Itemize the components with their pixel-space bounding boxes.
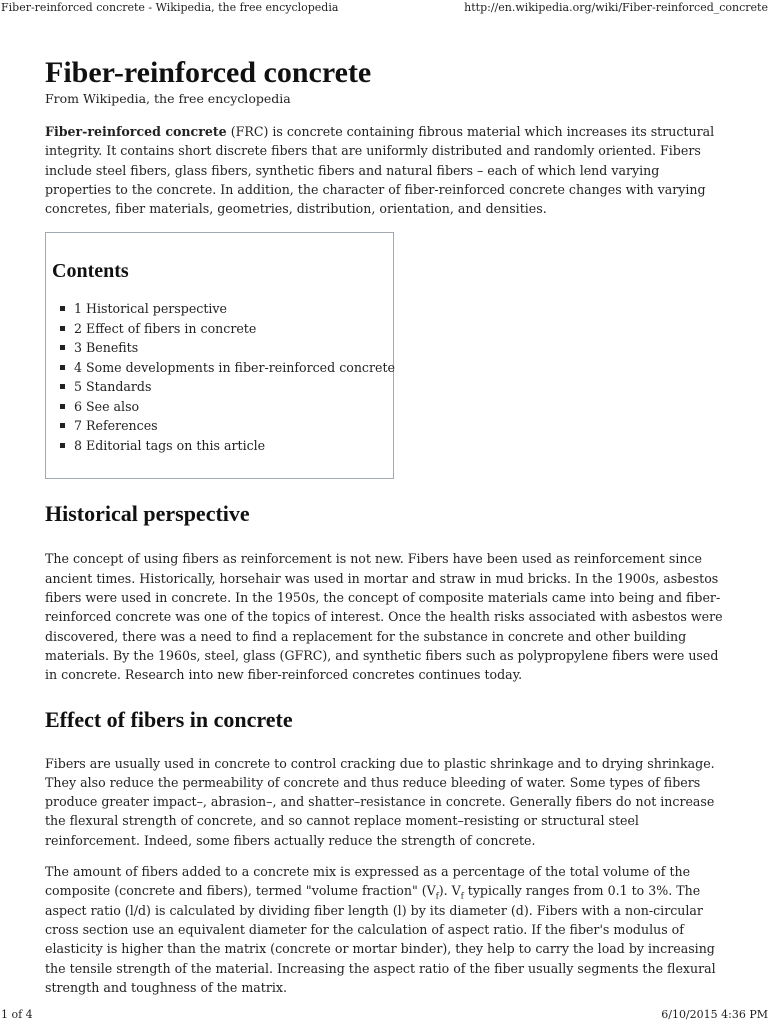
print-header-title: Fiber-reinforced concrete - Wikipedia, the free encyclopedia: [1, 1, 339, 14]
toc-item-references[interactable]: [74, 416, 393, 436]
toc-list: [52, 299, 393, 455]
effect-paragraph-1: Fibers are usually used in concrete to control cracking due to plastic shrinkage and to drying shrinkage. They also reduce the permeability of concrete and thus reduce bleeding of water. Some types of fibers produce greater impact–, abrasion–, and shatter–resistance in concrete. Generally fibers do not increase the flexural strength of concrete, and so cannot replace moment–resisting or structural steel reinforcement. Indeed, some fibers actually reduce the strength of concrete.: [45, 755, 715, 848]
print-datetime: 6/10/2015 4:36 PM: [661, 1008, 768, 1021]
toc-item-label[interactable]: 2 Effect of fibers in concrete: [74, 320, 257, 336]
section-heading-historical: Historical perspective: [45, 501, 250, 527]
intro-text: (FRC) is concrete containing fibrous material which increases its structural integrity. It contains short discrete fibers that are uniformly distributed and randomly oriented. Fibers include steel fibers, glass fibers, synthetic fibers and natural fibers – each of which lend varying properties to the concrete. In addition, the character of fiber-reinforced concrete changes with varying concretes, fiber materials, geometries, distribution, orientation, and densities.: [45, 124, 715, 217]
toc-item-label[interactable]: 1 Historical perspective: [74, 301, 227, 317]
toc-item-label[interactable]: 6 See also: [74, 398, 140, 414]
effect-p2-text-2: ). V: [438, 883, 461, 899]
intro-paragraph: [45, 122, 728, 218]
effect-p2-text-1: The amount of fibers added to a concrete mix is expressed as a percentage of the total volume of the composite (concrete and fibers), termed "volume fraction" (V: [45, 864, 691, 899]
bullet-icon: [60, 326, 65, 331]
article-content: [45, 56, 728, 997]
toc-item-label[interactable]: 5 Standards: [74, 379, 152, 395]
intro-bold-term: Fiber-reinforced concrete: [45, 124, 227, 139]
toc-item-editorial-tags[interactable]: [74, 436, 393, 456]
page-subtitle: From Wikipedia, the free encyclopedia: [45, 91, 291, 106]
toc-item-label[interactable]: 7 References: [74, 418, 158, 434]
effect-paragraph-2: [45, 862, 728, 997]
bullet-icon: [60, 384, 65, 389]
toc-item-effect-of-fibers[interactable]: [74, 319, 393, 339]
bullet-icon: [60, 306, 65, 311]
toc-item-standards[interactable]: [74, 377, 393, 397]
bullet-icon: [60, 345, 65, 350]
bullet-icon: [60, 404, 65, 409]
bullet-icon: [60, 443, 65, 448]
toc-item-some-developments[interactable]: [74, 358, 393, 378]
section-heading-effect: Effect of fibers in concrete: [45, 706, 293, 732]
page-title: Fiber-reinforced concrete: [45, 56, 372, 89]
page-count: 1 of 4: [1, 1008, 33, 1021]
toc-item-label[interactable]: 8 Editorial tags on this article: [74, 437, 266, 453]
toc-item-see-also[interactable]: [74, 397, 393, 417]
print-header-url: http://en.wikipedia.org/wiki/Fiber-reinforced_concrete: [464, 1, 768, 14]
subscript-f: f: [435, 891, 439, 901]
toc-title: Contents: [52, 260, 129, 283]
toc-item-label[interactable]: 4 Some developments in fiber-reinforced concrete: [74, 359, 395, 375]
table-of-contents: [45, 232, 394, 479]
subscript-f: f: [460, 891, 464, 901]
bullet-icon: [60, 423, 65, 428]
effect-p2-text-3: typically ranges from 0.1 to 3%. The aspect ratio (l/d) is calculated by dividing fiber length (l) by its diameter (d). Fibers with a non-circular cross section use an equivalent diameter for the calculation of aspect ratio. If the fiber's modulus of elasticity is higher than the matrix (concrete or mortar binder), they help to carry the load by increasing the tensile strength of the material. Increasing the aspect ratio of the fiber usually segments the flexural strength and toughness of the matrix.: [45, 883, 716, 995]
bullet-icon: [60, 365, 65, 370]
toc-item-historical-perspective[interactable]: [74, 299, 393, 319]
toc-item-label[interactable]: 3 Benefits: [74, 340, 139, 356]
historical-paragraph: The concept of using fibers as reinforcement is not new. Fibers have been used as reinforcement since ancient times. Historically, horsehair was used in mortar and straw in mud bricks. In the 1900s, asbestos fibers were used in concrete. In the 1950s, the concept of composite materials came into being and fiber-reinforced concrete was one of the topics of interest. Once the health risks associated with asbestos were discovered, there was a need to find a replacement for the substance in concrete and other building materials. By the 1960s, steel, glass (GFRC), and synthetic fibers such as polypropylene fibers were used in concrete. Research into new fiber-reinforced concretes continues today.: [45, 551, 723, 683]
toc-item-benefits[interactable]: [74, 338, 393, 358]
